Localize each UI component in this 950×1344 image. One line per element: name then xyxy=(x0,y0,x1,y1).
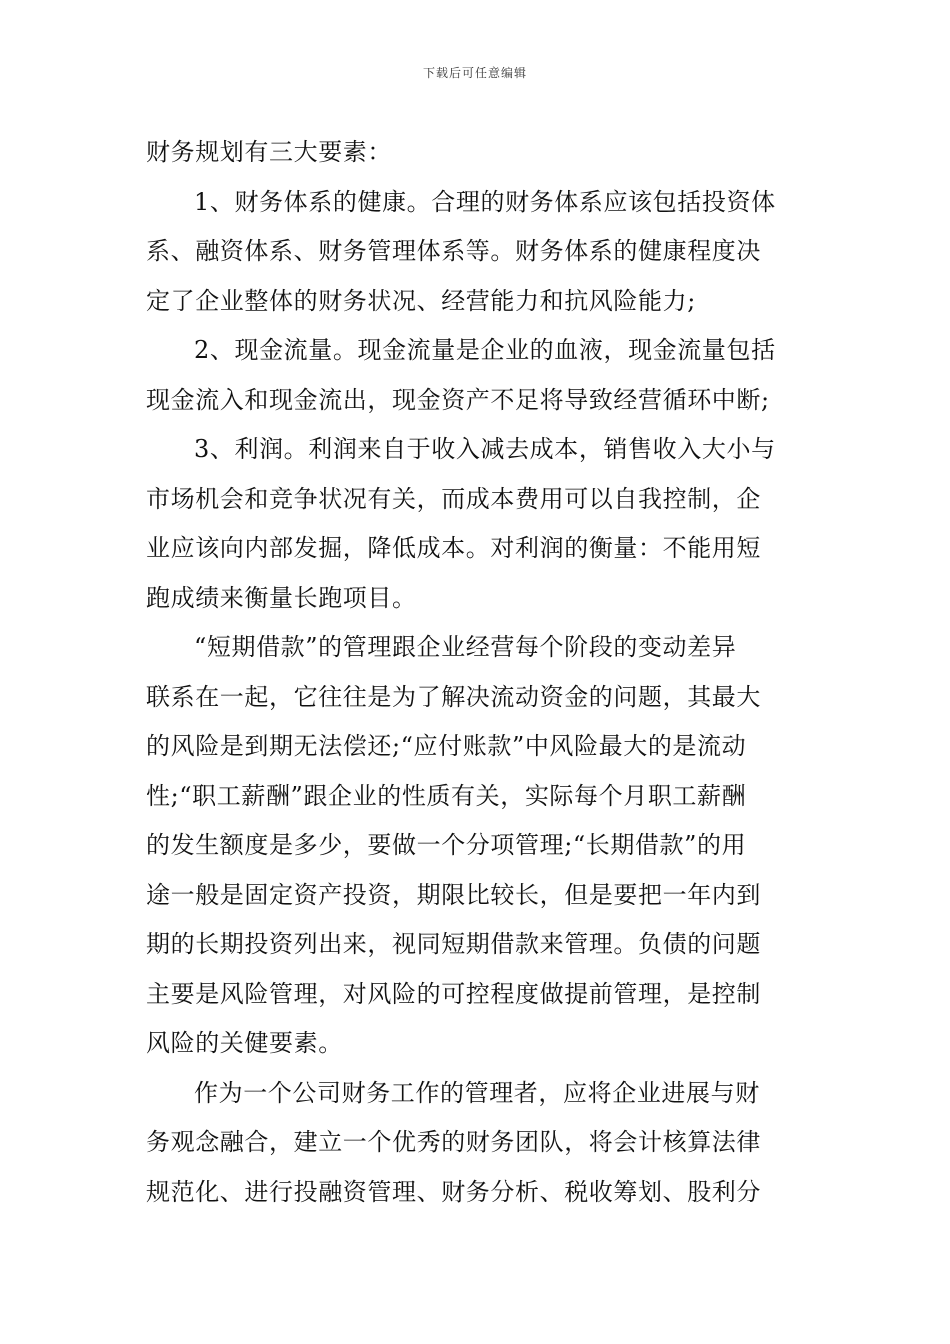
text-line: 1、财务体系的健康。合理的财务体系应该包括投资体 xyxy=(194,187,776,216)
text-line: “短期借款”的管理跟企业经营每个阶段的变动差异 xyxy=(194,633,737,661)
text-line: 系、融资体系、财务管理体系等。财务体系的健康程度决 xyxy=(146,237,761,265)
text-line: 风险的关健要素。 xyxy=(146,1029,343,1057)
text-line: 期的长期投资列出来，视同短期借款来管理。负债的问题 xyxy=(146,930,761,958)
text-line: 联系在一起，它往往是为了解决流动资金的问题，其最大 xyxy=(146,682,761,711)
text-line: 2、现金流量。现金流量是企业的血液，现金流量包括 xyxy=(194,336,776,364)
text-line: 市场机会和竞争状况有关，而成本费用可以自我控制，企 xyxy=(146,484,761,513)
text-line: 主要是风险管理，对风险的可控程度做提前管理，是控制 xyxy=(146,979,761,1008)
page-header: 下载后可任意编辑 xyxy=(422,66,527,80)
text-line: 现金流入和现金流出，现金资产不足将导致经营循环中断; xyxy=(146,385,770,414)
document-body xyxy=(146,128,806,1217)
text-line: 跑成绩来衡量长跑项目。 xyxy=(146,583,417,612)
text-line: 的发生额度是多少，要做一个分项管理;“长期借款”的用 xyxy=(146,831,747,859)
text-line: 作为一个公司财务工作的管理者，应将企业进展与财 xyxy=(194,1078,760,1107)
text-line: 务观念融合，建立一个优秀的财务团队，将会计核算法律 xyxy=(146,1128,761,1156)
text-line: 途一般是固定资产投资，期限比较长，但是要把一年内到 xyxy=(146,880,761,909)
text-line: 的风险是到期无法偿还;“应付账款”中风险最大的是流动 xyxy=(146,732,747,760)
text-line: 业应该向内部发掘，降低成本。对利润的衡量：不能用短 xyxy=(146,534,761,562)
text-line: 性;“职工薪酬”跟企业的性质有关，实际每个月职工薪酬 xyxy=(146,781,747,810)
text-line: 定了企业整体的财务状况、经营能力和抗风险能力; xyxy=(146,286,696,315)
text-line: 财务规划有三大要素： xyxy=(146,138,392,166)
text-line: 规范化、进行投融资管理、财务分析、税收筹划、股利分 xyxy=(146,1177,761,1206)
text-line: 3、利润。利润来自于收入减去成本，销售收入大小与 xyxy=(194,435,776,463)
